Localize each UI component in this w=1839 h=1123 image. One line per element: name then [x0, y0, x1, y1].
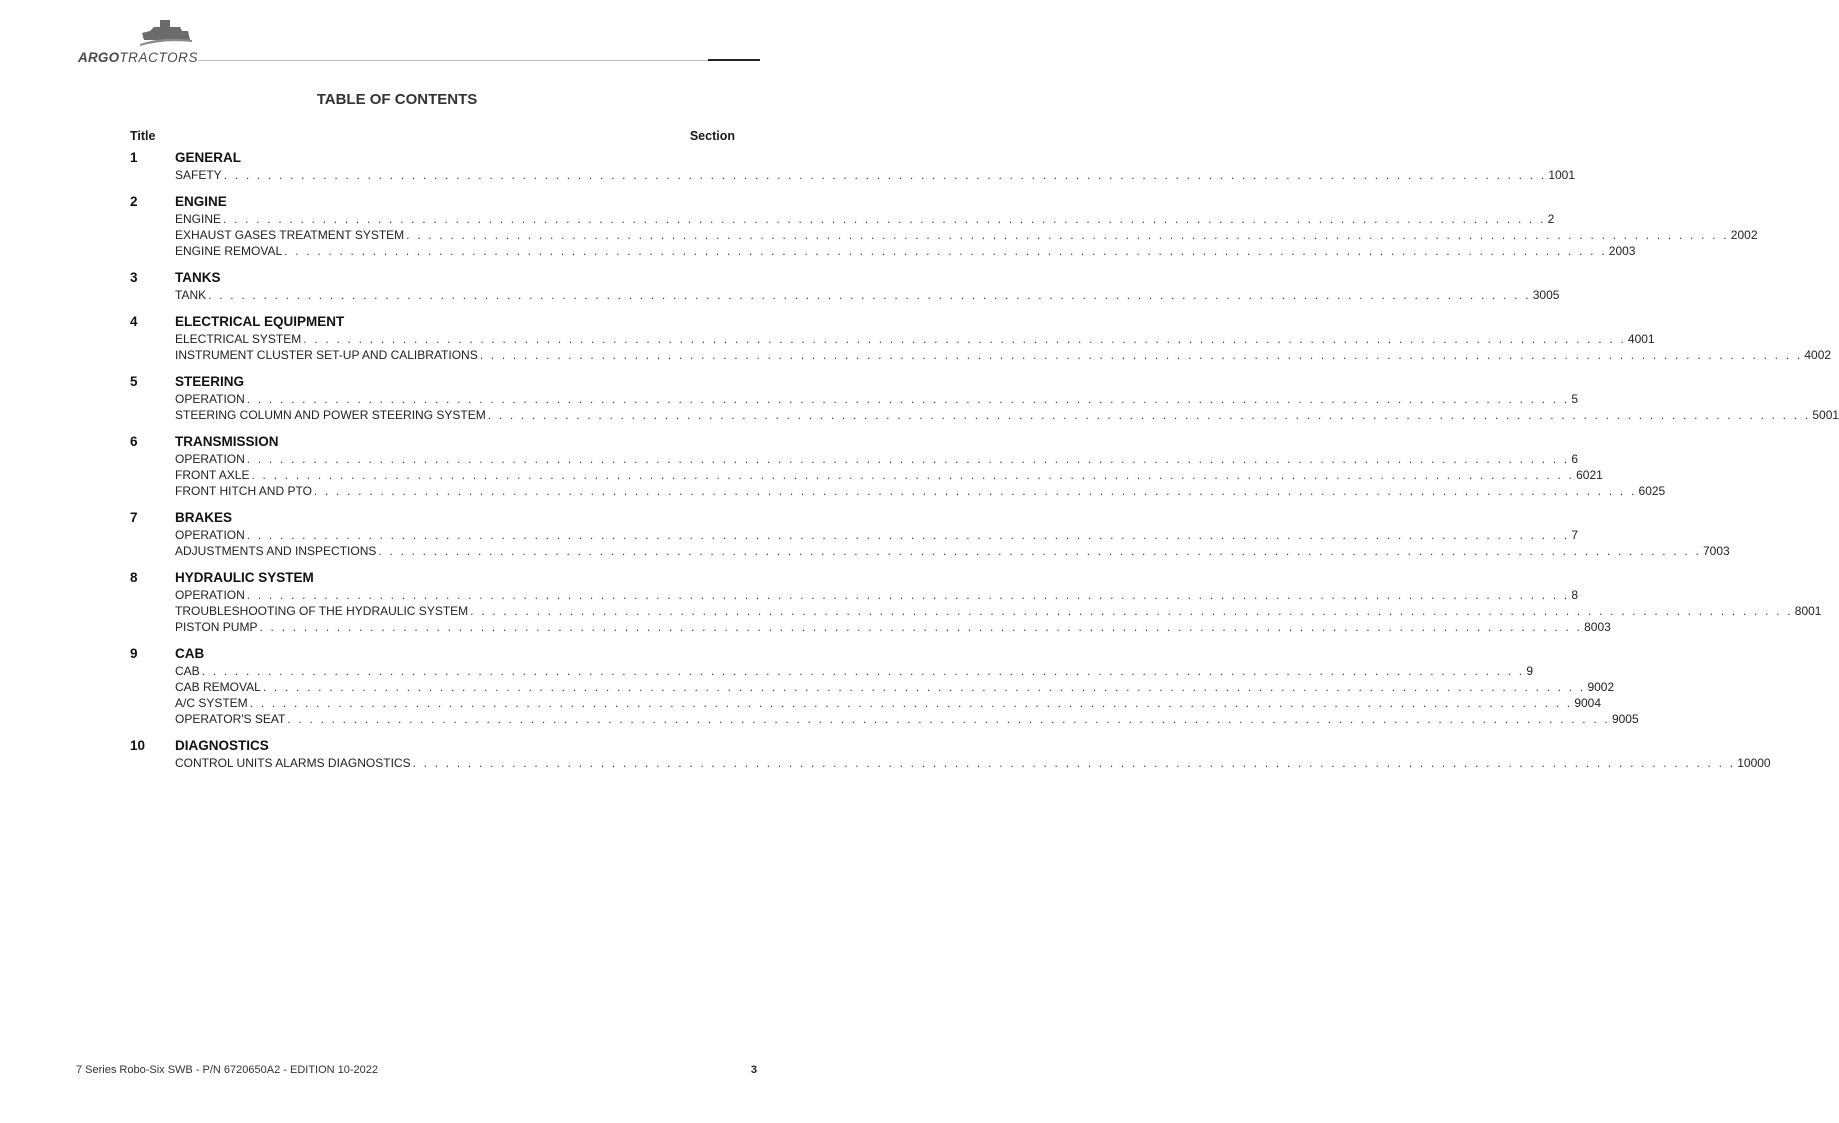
chapter-heading[interactable] — [130, 270, 736, 288]
footer-document-info: 7 Series Robo-Six SWB - P/N 6720650A2 - EDITION 10-2022 — [76, 1064, 379, 1076]
chapter-number: 4 — [130, 314, 138, 329]
entry-section-number: 2003 — [1608, 244, 1636, 258]
dot-leader: . . . . . . . . . . . . . . . . . . . . . . . . . . . . . . . . . . . . . . . . . . . . . . . . . . . . . . . . . . . . . . . . . . . . . . . . . . . . . . . . . . . . . . . . . . . . . . . . . . . . . . . . . . . . . . . . . . . . . . . . — [262, 680, 1586, 694]
toc-chapter — [130, 434, 1666, 500]
entry-label: ELECTRICAL SYSTEM — [175, 332, 302, 346]
dot-leader: . . . . . . . . . . . . . . . . . . . . . . . . . . . . . . . . . . . . . . . . . . . . . . . . . . . . . . . . . . . . . . . . . . . . . . . . . . . . . . . . . . . . . . . . . . . . . . . . . . . . . . . . . . . . . . . . . . . . . . . . — [487, 408, 1811, 422]
toc-entry[interactable] — [175, 664, 1533, 680]
chapter-title: TANKS — [175, 270, 221, 285]
dot-leader: . . . . . . . . . . . . . . . . . . . . . . . . . . . . . . . . . . . . . . . . . . . . . . . . . . . . . . . . . . . . . . . . . . . . . . . . . . . . . . . . . . . . . . . . . . . . . . . . . . . . . . . . . . . . . . . . . . . . . . . . — [223, 168, 1547, 182]
toc-entry[interactable] — [175, 288, 1560, 304]
entry-section-number: 6021 — [1576, 468, 1603, 482]
entry-section-number: 6 — [1571, 452, 1579, 466]
toc-entry[interactable] — [175, 544, 1730, 560]
chapter-title: STEERING — [175, 374, 245, 389]
chapter-number: 1 — [130, 150, 138, 165]
toc-entry[interactable] — [175, 228, 1758, 244]
entry-label: FRONT HITCH AND PTO — [175, 484, 312, 498]
dot-leader: . . . . . . . . . . . . . . . . . . . . . . . . . . . . . . . . . . . . . . . . . . . . . . . . . . . . . . . . . . . . . . . . . . . . . . . . . . . . . . . . . . . . . . . . . . . . . . . . . . . . . . . . . . . . . . . . . . . . . . . . — [287, 712, 1610, 726]
chapter-title: GENERAL — [175, 150, 242, 165]
entry-label: TROUBLESHOOTING OF THE HYDRAULIC SYSTEM — [175, 604, 469, 618]
entry-section-number: 3005 — [1532, 288, 1560, 302]
entry-label: OPERATION — [175, 452, 245, 466]
toc-entry[interactable] — [175, 468, 1603, 484]
chapter-number: 8 — [130, 570, 138, 585]
chapter-title: TRANSMISSION — [175, 434, 279, 449]
dot-leader: . . . . . . . . . . . . . . . . . . . . . . . . . . . . . . . . . . . . . . . . . . . . . . . . . . . . . . . . . . . . . . . . . . . . . . . . . . . . . . . . . . . . . . . . . . . . . . . . . . . . . . . . . . . . . . . . . . . . . . . . — [313, 484, 1637, 498]
entry-section-number: 6025 — [1638, 484, 1666, 498]
dot-leader: . . . . . . . . . . . . . . . . . . . . . . . . . . . . . . . . . . . . . . . . . . . . . . . . . . . . . . . . . . . . . . . . . . . . . . . . . . . . . . . . . . . . . . . . . . . . . . . . . . . . . . . . . . . . . . . . . . . . . . . . — [479, 348, 1803, 362]
toc-entry[interactable] — [175, 528, 1579, 544]
toc-entry[interactable] — [175, 212, 1555, 228]
dot-leader: . . . . . . . . . . . . . . . . . . . . . . . . . . . . . . . . . . . . . . . . . . . . . . . . . . . . . . . . . . . . . . . . . . . . . . . . . . . . . . . . . . . . . . . . . . . . . . . . . . . . . . . . . . . . . . . . . . . . . . . . — [208, 288, 1531, 302]
table-of-contents — [130, 150, 1839, 782]
entry-section-number: 4002 — [1804, 348, 1832, 362]
entry-section-number: 2002 — [1730, 228, 1758, 242]
chapter-number: 3 — [130, 270, 138, 285]
toc-entry[interactable] — [175, 484, 1666, 500]
dot-leader: . . . . . . . . . . . . . . . . . . . . . . . . . . . . . . . . . . . . . . . . . . . . . . . . . . . . . . . . . . . . . . . . . . . . . . . . . . . . . . . . . . . . . . . . . . . . . . . . . . . . . . . . . . . . . . . . . . . . . . . . — [246, 452, 1570, 466]
entry-label: OPERATOR'S SEAT — [175, 712, 286, 726]
toc-entry[interactable] — [175, 348, 1832, 364]
tractor-icon — [136, 18, 192, 48]
entry-label: SAFETY — [175, 168, 222, 182]
entry-section-number: 7 — [1571, 528, 1579, 542]
dot-leader: . . . . . . . . . . . . . . . . . . . . . . . . . . . . . . . . . . . . . . . . . . . . . . . . . . . . . . . . . . . . . . . . . . . . . . . . . . . . . . . . . . . . . . . . . . . . . . . . . . . . . . . . . . . . . . . . . . . . . . . . — [246, 528, 1570, 542]
entry-section-number: 5 — [1571, 392, 1579, 406]
chapter-title: BRAKES — [175, 510, 233, 525]
toc-entry[interactable] — [175, 604, 1822, 620]
toc-chapter — [130, 194, 1758, 260]
toc-entry[interactable] — [175, 408, 1839, 424]
toc-entry[interactable] — [175, 680, 1615, 696]
dot-leader: . . . . . . . . . . . . . . . . . . . . . . . . . . . . . . . . . . . . . . . . . . . . . . . . . . . . . . . . . . . . . . . . . . . . . . . . . . . . . . . . . . . . . . . . . . . . . . . . . . . . . . . . . . . . . . . . . . . . . . . . — [412, 756, 1736, 770]
header-divider — [198, 60, 760, 61]
chapter-number: 7 — [130, 510, 138, 525]
chapter-title: HYDRAULIC SYSTEM — [175, 570, 314, 585]
entry-label: A/C SYSTEM — [175, 696, 248, 710]
dot-leader: . . . . . . . . . . . . . . . . . . . . . . . . . . . . . . . . . . . . . . . . . . . . . . . . . . . . . . . . . . . . . . . . . . . . . . . . . . . . . . . . . . . . . . . . . . . . . . . . . . . . . . . . . . . . . . . . . . . . . . . . — [378, 544, 1701, 558]
entry-section-number: 9005 — [1611, 712, 1639, 726]
toc-entry[interactable] — [175, 452, 1579, 468]
entry-label: OPERATION — [175, 588, 245, 602]
toc-entry[interactable] — [175, 620, 1611, 636]
entry-section-number: 9002 — [1587, 680, 1615, 694]
entry-label: STEERING COLUMN AND POWER STEERING SYSTEM — [175, 408, 486, 422]
chapter-heading[interactable] — [130, 194, 736, 212]
chapter-number: 9 — [130, 646, 138, 661]
entry-label: TANK — [175, 288, 207, 302]
chapter-number: 5 — [130, 374, 138, 389]
toc-chapter — [130, 570, 1822, 636]
entry-section-number: 7003 — [1702, 544, 1730, 558]
dot-leader: . . . . . . . . . . . . . . . . . . . . . . . . . . . . . . . . . . . . . . . . . . . . . . . . . . . . . . . . . . . . . . . . . . . . . . . . . . . . . . . . . . . . . . . . . . . . . . . . . . . . . . . . . . . . . . . . . . . . . . . . — [259, 620, 1583, 634]
toc-chapter — [130, 646, 1639, 728]
toc-chapter — [130, 738, 1771, 772]
toc-entry[interactable] — [175, 168, 1576, 184]
entry-label: EXHAUST GASES TREATMENT SYSTEM — [175, 228, 405, 242]
toc-entry[interactable] — [175, 712, 1639, 728]
dot-leader: . . . . . . . . . . . . . . . . . . . . . . . . . . . . . . . . . . . . . . . . . . . . . . . . . . . . . . . . . . . . . . . . . . . . . . . . . . . . . . . . . . . . . . . . . . . . . . . . . . . . . . . . . . . . . . . . . . . . . . . . — [246, 588, 1570, 602]
column-header-section: Section — [689, 129, 735, 143]
entry-label: PISTON PUMP — [175, 620, 258, 634]
toc-chapter — [130, 374, 1839, 424]
toc-entry[interactable] — [175, 392, 1579, 408]
dot-leader: . . . . . . . . . . . . . . . . . . . . . . . . . . . . . . . . . . . . . . . . . . . . . . . . . . . . . . . . . . . . . . . . . . . . . . . . . . . . . . . . . . . . . . . . . . . . . . . . . . . . . . . . . . . . . . . . . . . . . . . . — [251, 468, 1575, 482]
page-title: TABLE OF CONTENTS — [316, 91, 478, 108]
toc-entry[interactable] — [175, 244, 1636, 260]
column-header-title: Title — [130, 129, 156, 143]
dot-leader: . . . . . . . . . . . . . . . . . . . . . . . . . . . . . . . . . . . . . . . . . . . . . . . . . . . . . . . . . . . . . . . . . . . . . . . . . . . . . . . . . . . . . . . . . . . . . . . . . . . . . . . . . . . . . . . . . . . . . . . . — [284, 244, 1607, 258]
dot-leader: . . . . . . . . . . . . . . . . . . . . . . . . . . . . . . . . . . . . . . . . . . . . . . . . . . . . . . . . . . . . . . . . . . . . . . . . . . . . . . . . . . . . . . . . . . . . . . . . . . . . . . . . . . . . . . . . . . . . . . . . — [249, 696, 1573, 710]
entry-section-number: 8001 — [1794, 604, 1822, 618]
toc-chapter — [130, 510, 1730, 560]
entry-section-number: 8003 — [1584, 620, 1611, 634]
entry-label: OPERATION — [175, 392, 245, 406]
toc-chapter — [130, 314, 1832, 364]
toc-entry[interactable] — [175, 588, 1579, 604]
dot-leader: . . . . . . . . . . . . . . . . . . . . . . . . . . . . . . . . . . . . . . . . . . . . . . . . . . . . . . . . . . . . . . . . . . . . . . . . . . . . . . . . . . . . . . . . . . . . . . . . . . . . . . . . . . . . . . . . . . . . . . . . — [246, 392, 1570, 406]
entry-label: ENGINE — [175, 212, 222, 226]
logo-word-tractors: TRACTORS — [119, 50, 199, 65]
entry-label: CONTROL UNITS ALARMS DIAGNOSTICS — [175, 756, 411, 770]
argo-tractors-logo — [78, 18, 198, 64]
chapter-title: CAB — [175, 646, 205, 661]
entry-label: CAB — [175, 664, 200, 678]
chapter-heading[interactable] — [130, 374, 736, 392]
page-header — [0, 0, 794, 70]
toc-chapter — [130, 270, 1560, 304]
entry-section-number: 5001 — [1812, 408, 1839, 422]
dot-leader: . . . . . . . . . . . . . . . . . . . . . . . . . . . . . . . . . . . . . . . . . . . . . . . . . . . . . . . . . . . . . . . . . . . . . . . . . . . . . . . . . . . . . . . . . . . . . . . . . . . . . . . . . . . . . . . . . . . . . . . . — [201, 664, 1525, 678]
toc-entry[interactable] — [175, 696, 1602, 712]
entry-label: CAB REMOVAL — [175, 680, 261, 694]
entry-section-number: 2 — [1547, 212, 1555, 226]
entry-label: INSTRUMENT CLUSTER SET-UP AND CALIBRATIONS — [175, 348, 478, 362]
dot-leader: . . . . . . . . . . . . . . . . . . . . . . . . . . . . . . . . . . . . . . . . . . . . . . . . . . . . . . . . . . . . . . . . . . . . . . . . . . . . . . . . . . . . . . . . . . . . . . . . . . . . . . . . . . . . . . . . . . . . . . . . — [223, 212, 1546, 226]
chapter-title: DIAGNOSTICS — [175, 738, 269, 753]
entry-section-number: 1001 — [1548, 168, 1576, 182]
dot-leader: . . . . . . . . . . . . . . . . . . . . . . . . . . . . . . . . . . . . . . . . . . . . . . . . . . . . . . . . . . . . . . . . . . . . . . . . . . . . . . . . . . . . . . . . . . . . . . . . . . . . . . . . . . . . . . . . . . . . . . . . — [303, 332, 1626, 346]
chapter-heading[interactable] — [130, 646, 736, 664]
chapter-heading[interactable] — [130, 150, 736, 168]
chapter-number: 10 — [130, 738, 146, 753]
dot-leader: . . . . . . . . . . . . . . . . . . . . . . . . . . . . . . . . . . . . . . . . . . . . . . . . . . . . . . . . . . . . . . . . . . . . . . . . . . . . . . . . . . . . . . . . . . . . . . . . . . . . . . . . . . . . . . . . . . . . . . . . — [406, 228, 1729, 242]
entry-section-number: 9004 — [1574, 696, 1602, 710]
chapter-heading[interactable] — [130, 434, 736, 452]
toc-entry[interactable] — [175, 756, 1771, 772]
chapter-heading[interactable] — [130, 570, 736, 588]
toc-chapter — [130, 150, 1576, 184]
entry-section-number: 4001 — [1627, 332, 1655, 346]
chapter-title: ENGINE — [175, 194, 227, 209]
dot-leader: . . . . . . . . . . . . . . . . . . . . . . . . . . . . . . . . . . . . . . . . . . . . . . . . . . . . . . . . . . . . . . . . . . . . . . . . . . . . . . . . . . . . . . . . . . . . . . . . . . . . . . . . . . . . . . . . . . . . . . . . — [470, 604, 1793, 618]
chapter-number: 2 — [130, 194, 138, 209]
entry-section-number: 9 — [1526, 664, 1533, 678]
chapter-heading[interactable] — [130, 510, 736, 528]
logo-word-argo: ARGO — [78, 50, 120, 65]
entry-label: ADJUSTMENTS AND INSPECTIONS — [175, 544, 377, 558]
entry-section-number: 10000 — [1737, 756, 1771, 770]
entry-section-number: 8 — [1571, 588, 1579, 602]
chapter-number: 6 — [130, 434, 138, 449]
chapter-heading[interactable] — [130, 314, 736, 332]
entry-label: OPERATION — [175, 528, 245, 542]
entry-label: FRONT AXLE — [175, 468, 250, 482]
chapter-heading[interactable] — [130, 738, 736, 756]
chapter-title: ELECTRICAL EQUIPMENT — [175, 314, 345, 329]
footer-page-number: 3 — [750, 1064, 757, 1076]
toc-entry[interactable] — [175, 332, 1655, 348]
entry-label: ENGINE REMOVAL — [175, 244, 283, 258]
header-divider-accent — [708, 59, 760, 61]
